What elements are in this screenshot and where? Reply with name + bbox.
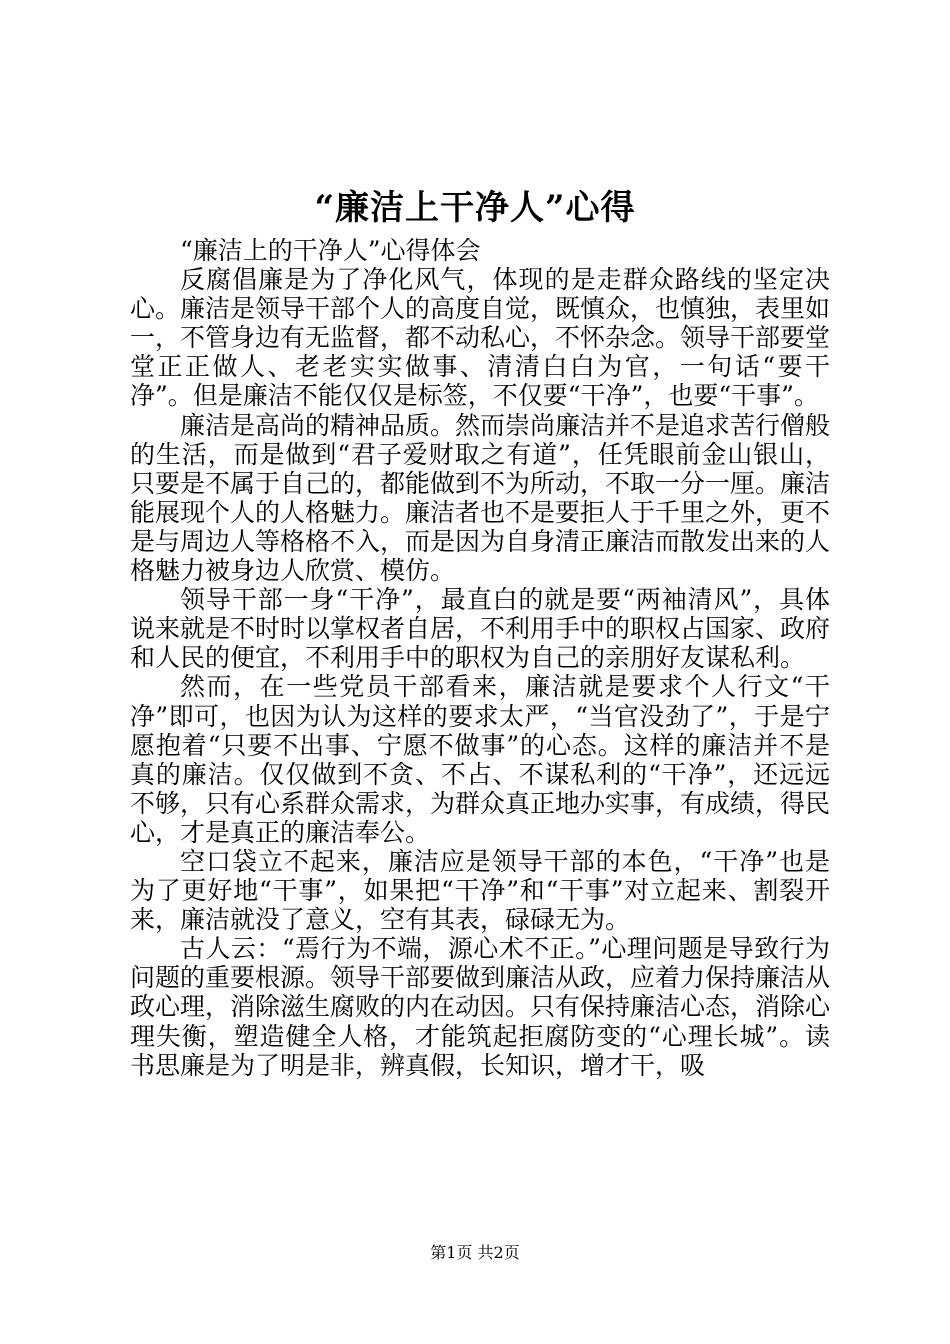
paragraph: 廉洁是高尚的精神品质。然而崇尚廉洁并不是追求苦行僧般的生活，而是做到“君子爱财取之有道”，任凭眼前金山银山，只要是不属于自己的，都能做到不为所动，不取一分一厘。廉洁能展现个人的人格魅力。廉洁者也不是要拒人于千里之外，更不是与周边人等格格不入，而是因为自身清正廉洁而散发出来的人格魅力被身边人欣赏、模仿。 [130,410,831,586]
document-subtitle: “廉洁上的干净人”心得体会 [180,236,481,265]
paragraph: 领导干部一身“干净”，最直白的就是要“两袖清风”，具体说来就是不时时以掌权者自居，不利用手中的职权占国家、政府和人民的便宜，不利用手中的职权为自己的亲朋好友谋私利。 [130,585,831,673]
paragraph: 然而，在一些党员干部看来，廉洁就是要求个人行文“干净”即可，也因为认为这样的要求太严，“当官没劲了”，于是宁愿抱着“只要不出事、宁愿不做事”的心态。这样的廉洁并不是真的廉洁。仅仅做到不贪、不占、不谋私利的“干净”，还远远不够，只有心系群众需求，为群众真正地办实事，有成绩，得民心，才是真正的廉洁奉公。 [130,672,831,847]
paragraph: 空口袋立不起来，廉洁应是领导干部的本色，“干净”也是为了更好地“干事”，如果把“干净”和“干事”对立起来、割裂开来，廉洁就没了意义，空有其表，碌碌无为。 [130,846,830,935]
page-footer [0,1243,950,1263]
page-number: 第1页 共2页 [430,1243,520,1262]
paragraph: 反腐倡廉是为了净化风气，体现的是走群众路线的坚定决心。廉洁是领导干部个人的高度自觉，既慎众，也慎独，表里如一，不管身边有无监督，都不动私心，不怀杂念。领导干部要堂堂正正做人、老老实实做事、清清白白为官，一句话“要干净”。但是廉洁不能仅仅是标签，不仅要“干净”，也要“干事”。 [130,265,831,411]
page-title: “廉洁上干净人”心得 [314,188,636,228]
paragraph: 古人云：“焉行为不端，源心术不正。”心理问题是导致行为问题的重要根源。领导干部要做到廉洁从政，应着力保持廉洁从政心理，消除滋生腐败的内在动因。只有保持廉洁心态，消除心理失衡，塑造健全人格，才能筑起拒腐防变的“心理长城”。读书思廉是为了明是非，辨真假，长知识，增才干，吸 [130,934,831,1080]
document-body [130,236,830,1080]
